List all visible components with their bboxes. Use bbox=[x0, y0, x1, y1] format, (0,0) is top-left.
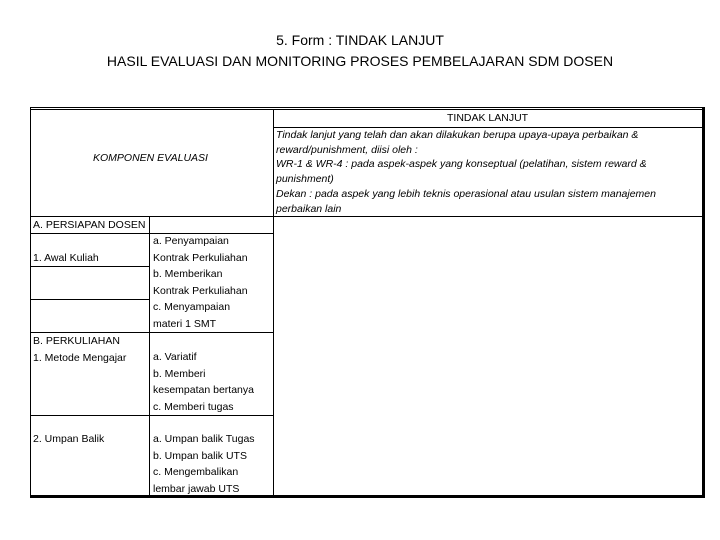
form-title: 5. Form : TINDAK LANJUT bbox=[276, 32, 444, 48]
komponen-divider bbox=[273, 109, 274, 498]
header-top-rule bbox=[30, 109, 704, 110]
list-item: Kontrak Perkuliahan bbox=[153, 284, 248, 297]
description-line: punishment) bbox=[276, 173, 334, 186]
list-item: c. Mengembalikan bbox=[153, 466, 239, 478]
list-item: a. Penyampaian bbox=[153, 235, 229, 247]
list-item: a. Variatif bbox=[153, 351, 197, 363]
description-line: perbaikan lain bbox=[276, 202, 342, 215]
description-line: Tindak lanjut yang telah dan akan dilakukan berupa upaya-upaya perbaikan & bbox=[276, 129, 639, 141]
section-b-label bbox=[33, 333, 126, 366]
list-item: lembar jawab UTS bbox=[153, 482, 240, 495]
list-item: b. Umpan balik UTS bbox=[153, 449, 247, 462]
section-a-label: A. PERSIAPAN DOSEN bbox=[33, 219, 146, 231]
tindak-lanjut-header: TINDAK LANJUT bbox=[447, 112, 529, 124]
col1-divider bbox=[149, 216, 150, 498]
section-b-title: B. PERKULIAHAN bbox=[33, 335, 120, 347]
list-item: materi 1 SMT bbox=[153, 317, 217, 330]
komponen-evaluasi-header: KOMPONEN EVALUASI bbox=[93, 152, 208, 164]
description-line: reward/punishment, diisi oleh : bbox=[276, 143, 418, 156]
list-item: kesempatan bertanya bbox=[153, 384, 254, 396]
list-item: b. Memberikan bbox=[153, 268, 223, 280]
row-rule bbox=[30, 415, 273, 416]
metode-mengajar-label: 1. Metode Mengajar bbox=[33, 351, 127, 364]
tindak-lanjut-description bbox=[276, 128, 656, 216]
list-item: b. Memberi bbox=[153, 367, 206, 380]
description-line: Dekan : pada aspek yang lebih teknis operasional atau usulan sistem manajemen bbox=[276, 187, 656, 200]
awal-kuliah-items bbox=[153, 233, 248, 332]
umpan-balik-label: 2. Umpan Balik bbox=[33, 433, 105, 445]
metode-mengajar-items bbox=[153, 349, 254, 415]
list-item: c. Menyampaian bbox=[153, 301, 231, 313]
row-rule bbox=[30, 299, 149, 300]
list-item: a. Umpan balik Tugas bbox=[153, 433, 255, 445]
awal-kuliah-label: 1. Awal Kuliah bbox=[33, 252, 99, 264]
umpan-balik-items bbox=[153, 431, 255, 497]
description-line: WR-1 & WR-4 : pada aspek-aspek yang konseptual (pelatihan, sistem reward & bbox=[276, 158, 647, 171]
list-item: Kontrak Perkuliahan bbox=[153, 251, 248, 264]
form-subtitle: HASIL EVALUASI DAN MONITORING PROSES PEMBELAJARAN SDM DOSEN bbox=[106, 53, 614, 69]
list-item: c. Memberi tugas bbox=[153, 400, 234, 413]
